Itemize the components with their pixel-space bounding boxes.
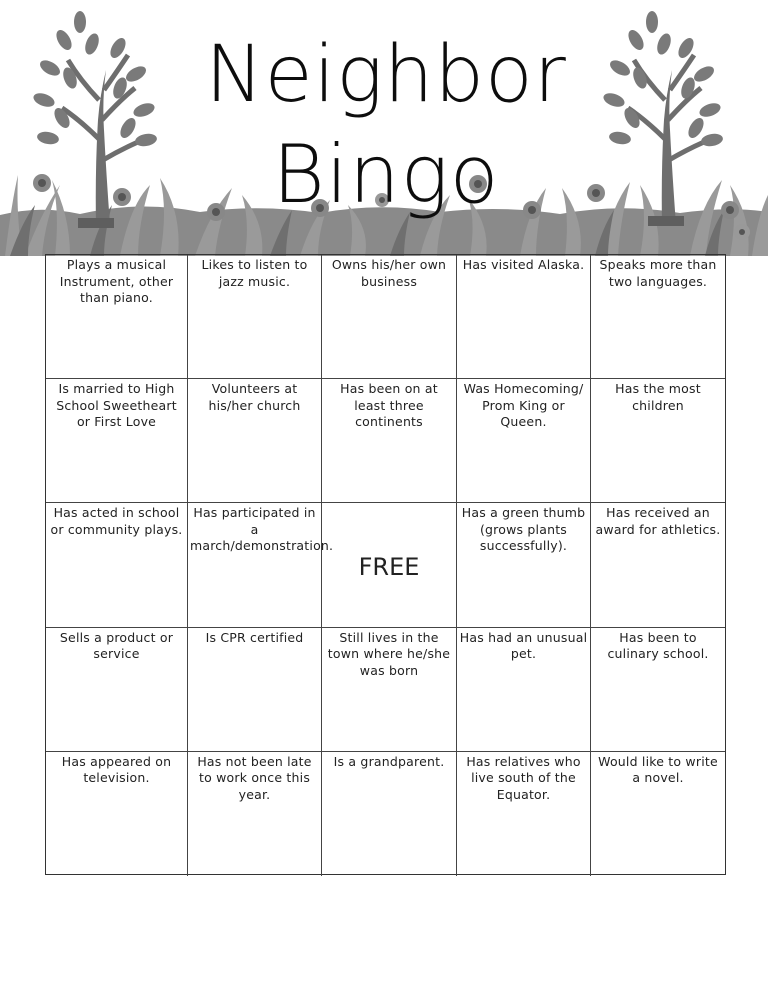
bingo-cell: Has not been late to work once this year.: [188, 752, 322, 876]
bingo-cell: Volunteers at his/her church: [188, 379, 322, 503]
bingo-cell: Has visited Alaska.: [457, 255, 591, 379]
free-space-label: FREE: [358, 553, 420, 582]
bingo-cell: Likes to listen to jazz music.: [188, 255, 322, 379]
bingo-cell: Has participated in a march/demonstration.: [188, 503, 322, 627]
bingo-row: [46, 752, 725, 876]
bingo-cell: Has been to culinary school.: [591, 628, 725, 752]
bingo-cell: Speaks more than two languages.: [591, 255, 725, 379]
bingo-grid: [45, 254, 726, 875]
bingo-row: [46, 379, 725, 503]
bingo-cell: Is married to High School Sweetheart or First Love: [46, 379, 188, 503]
bingo-row: [46, 503, 725, 627]
page-title-line1: Neighbor: [205, 30, 567, 120]
free-space-cell: [322, 503, 457, 627]
bingo-cell: Is CPR certified: [188, 628, 322, 752]
bingo-cell: Still lives in the town where he/she was born: [322, 628, 457, 752]
bingo-cell: Has acted in school or community plays.: [46, 503, 188, 627]
bingo-cell: Has a green thumb (grows plants successfully).: [457, 503, 591, 627]
bingo-cell: Has appeared on television.: [46, 752, 188, 876]
header-banner: [0, 0, 768, 256]
page-title-line2: Bingo: [272, 128, 500, 221]
bingo-cell: Would like to write a novel.: [598, 753, 718, 786]
bingo-cell: Has received an award for athletics.: [591, 503, 725, 627]
bingo-row: [46, 628, 725, 752]
bingo-cell: Sells a product or service: [46, 628, 188, 752]
bingo-cell: Has had an unusual pet.: [457, 628, 591, 752]
bingo-cell: Has relatives who live south of the Equator.: [457, 752, 591, 876]
bingo-cell: Plays a musical Instrument, other than piano.: [46, 255, 188, 379]
bingo-cell: Has the most children: [591, 379, 725, 503]
bingo-row: [46, 255, 725, 379]
bingo-cell: Owns his/her own business: [322, 255, 457, 379]
bingo-cell: Was Homecoming/ Prom King or Queen.: [457, 379, 591, 503]
bingo-cell: Is a grandparent.: [322, 752, 457, 876]
bingo-cell: Has been on at least three continents: [322, 379, 457, 503]
